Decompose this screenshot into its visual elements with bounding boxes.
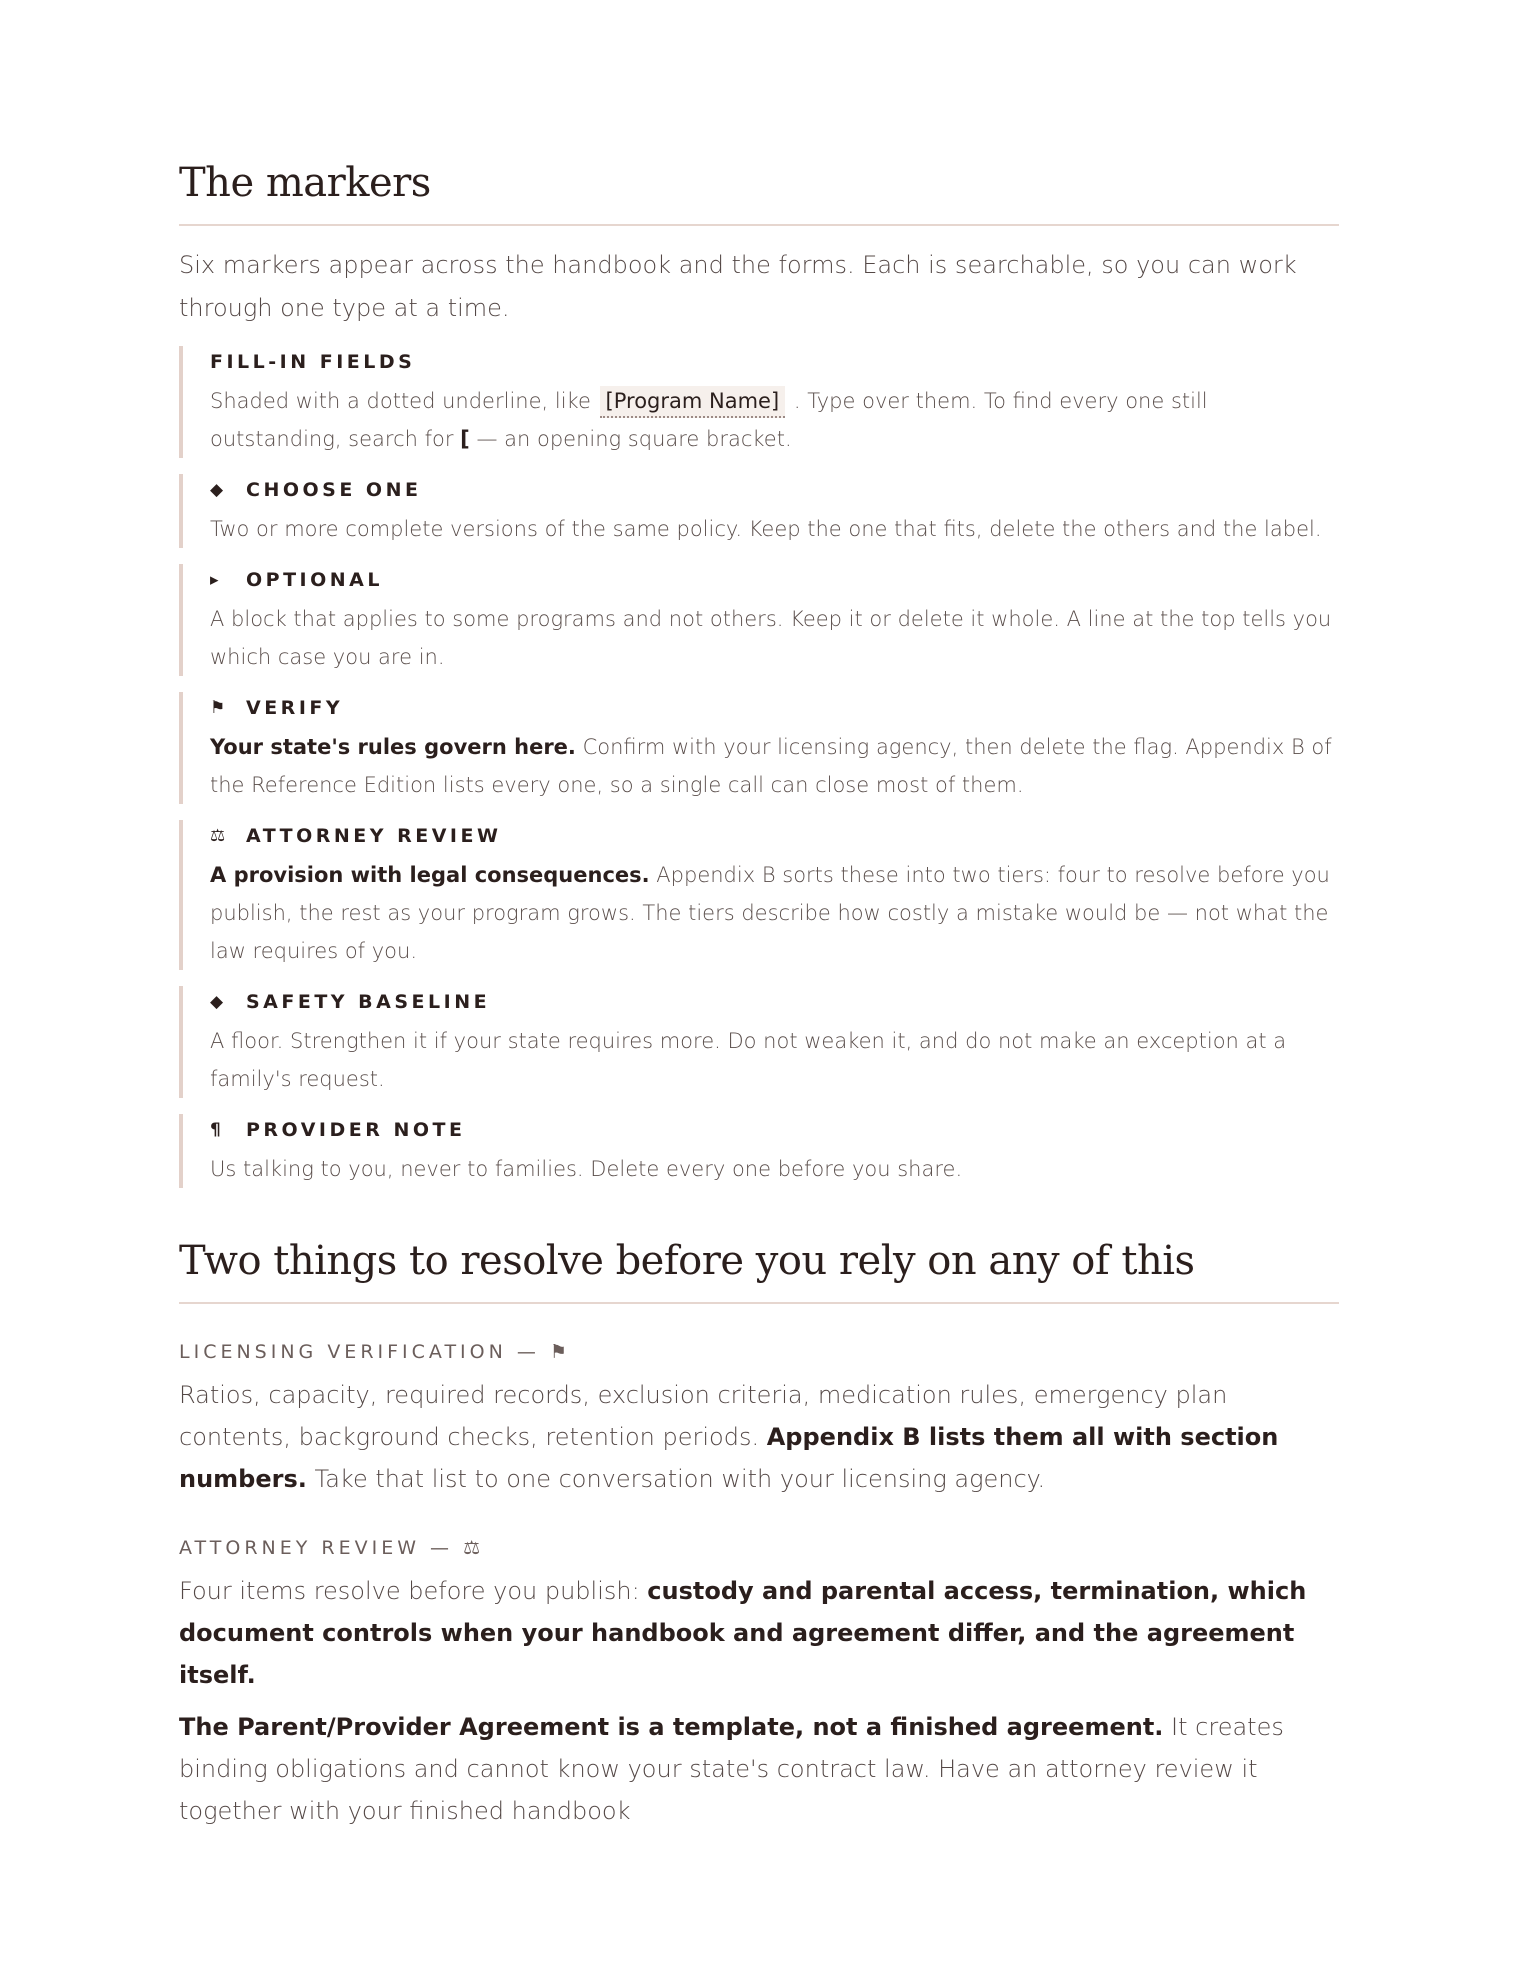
emphasis: The Parent/Provider Agreement is a template, not a finished agreement.	[179, 1713, 1164, 1741]
marker-choose-one	[179, 474, 1339, 548]
marker-heading-row	[210, 1114, 1339, 1144]
emphasis: Appendix B lists them all with section numbers.	[179, 1423, 1279, 1493]
diamond-icon: ◆	[210, 480, 224, 500]
agreement-paragraph	[179, 1706, 1339, 1832]
marker-heading: CHOOSE ONE	[246, 479, 422, 501]
attorney-eyebrow: ATTORNEY REVIEW — ⚖	[179, 1537, 485, 1559]
bracket-glyph: [	[460, 427, 470, 451]
text-fragment: — an opening square bracket.	[469, 427, 792, 451]
fill-in-field-example: [Program Name]	[600, 386, 786, 418]
marker-description	[210, 856, 1339, 970]
marker-heading-row	[210, 692, 1339, 722]
diamond-icon: ◆	[210, 992, 224, 1012]
marker-heading: PROVIDER NOTE	[246, 1119, 466, 1141]
text-fragment: Shaded with a dotted underline, like	[210, 389, 598, 413]
attorney-paragraph	[179, 1570, 1339, 1696]
marker-verify	[179, 692, 1339, 804]
licensing-eyebrow: LICENSING VERIFICATION — ⚑	[179, 1341, 571, 1363]
document-page	[179, 160, 1339, 1842]
markers-intro: Six markers appear across the handbook and the forms. Each is searchable, so you can work through one type at a time.	[179, 251, 1297, 322]
marker-optional	[179, 564, 1339, 676]
marker-description: Us talking to you, never to families. Delete every one before you share.	[210, 1157, 963, 1181]
text-fragment: Confirm with your licensing agency, then delete the flag. Appendix B of the Reference Edition lists every one, so a single call can close most of them.	[210, 735, 1332, 797]
marker-description	[210, 382, 1339, 458]
marker-description: A block that applies to some programs and not others. Keep it or delete it whole. A line at the top tells you which case you are in.	[210, 607, 1332, 669]
text-fragment: Ratios, capacity, required records, exclusion criteria, medication rules, emergency plan contents, background checks, retention periods.	[179, 1381, 1228, 1451]
licensing-paragraph	[179, 1374, 1339, 1500]
marker-description: A floor. Strengthen it if your state requires more. Do not weaken it, and do not make an exception at a family's request.	[210, 1029, 1287, 1091]
flag-icon: ⚑	[210, 698, 226, 718]
text-fragment: Four items resolve before you publish:	[179, 1577, 648, 1605]
marker-heading: SAFETY BASELINE	[246, 991, 491, 1013]
markers-heading: The markers	[179, 160, 1339, 226]
marker-heading-row	[210, 986, 1339, 1016]
marker-fill-in-fields	[179, 346, 1339, 458]
emphasis: A provision with legal consequences.	[210, 863, 650, 887]
triangle-right-icon: ▸	[210, 570, 219, 590]
marker-heading: ATTORNEY REVIEW	[246, 825, 502, 847]
text-fragment: . Type over them. To find every one still outstanding, search for	[210, 389, 1208, 451]
marker-description	[210, 728, 1339, 804]
emphasis: custody and parental access, termination, which document controls when your handbook and agreement differ, and the agreement itself.	[179, 1577, 1307, 1689]
scales-icon: ⚖	[210, 826, 226, 846]
marker-heading: VERIFY	[246, 697, 344, 719]
marker-heading: OPTIONAL	[246, 569, 383, 591]
text-fragment: It creates binding obligations and cannot know your state's contract law. Have an attorney review it together with your finished handbook	[179, 1713, 1284, 1825]
marker-description: Two or more complete versions of the same policy. Keep the one that fits, delete the others and the label.	[210, 517, 1322, 541]
emphasis: Your state's rules govern here.	[210, 735, 576, 759]
pilcrow-icon: ¶	[210, 1120, 221, 1140]
marker-attorney-review	[179, 820, 1339, 970]
marker-heading: FILL-IN FIELDS	[210, 351, 416, 373]
marker-safety-baseline	[179, 986, 1339, 1098]
marker-heading-row	[210, 820, 1339, 850]
text-fragment: Take that list to one conversation with your licensing agency.	[306, 1465, 1046, 1493]
marker-heading-row	[210, 564, 1339, 594]
marker-provider-note	[179, 1114, 1339, 1188]
text-fragment: Appendix B sorts these into two tiers: four to resolve before you publish, the rest as your program grows. The tiers describe how costly a mistake would be — not what the law requires of you.	[210, 863, 1330, 963]
resolve-section	[179, 1238, 1339, 1832]
marker-heading-row	[210, 474, 1339, 504]
resolve-heading: Two things to resolve before you rely on any of this	[179, 1238, 1339, 1304]
